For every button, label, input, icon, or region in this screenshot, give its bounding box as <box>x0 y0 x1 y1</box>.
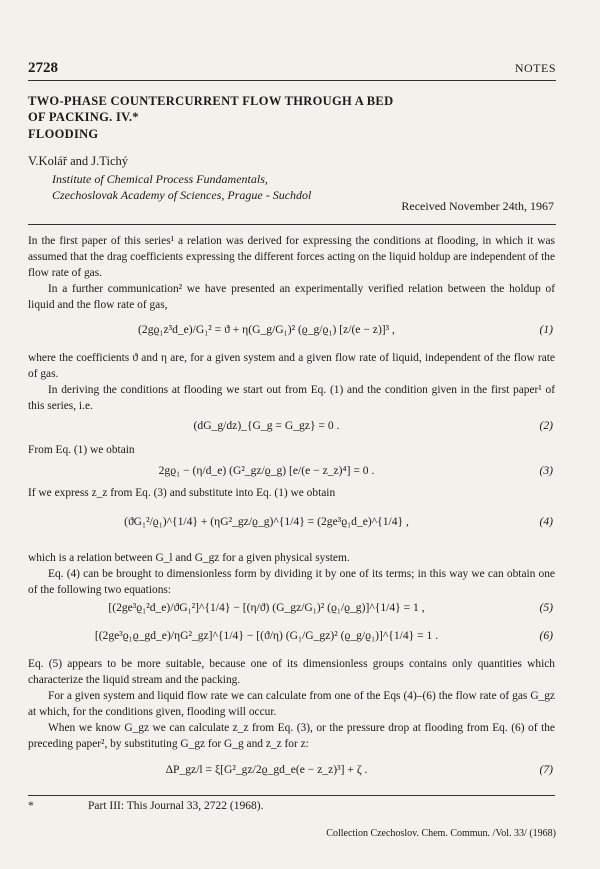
equation-expression: ΔP_gz/l = ξ[G²_gz/2ϱ_gd_e(e − z_z)³] + ζ . <box>165 763 368 776</box>
equation-number: (4) <box>539 515 553 528</box>
header-rule <box>28 80 556 81</box>
affiliation-line-1: Institute of Chemical Process Fundamentals, <box>52 172 268 186</box>
paragraph-3: where the coefficients ϑ and η are, for a given system and a given flow rate of liquid, independent of the flow rate of gas. <box>28 352 555 380</box>
abstract-rule <box>28 224 556 225</box>
equation-number: (7) <box>539 763 553 776</box>
equation-expression: [(2ge³ϱ₁²d_e)/ϑG₁²]^{1/4} − [(η/ϑ) (G_gz/G₁)² (ϱ₁/ϱ_g)]^{1/4} = 1 , <box>108 601 425 614</box>
paragraph-4: In deriving the conditions at flooding we start out from Eq. (1) and the condition given in the first paper¹ of this series, i.e. <box>28 384 555 412</box>
equation-number: (2) <box>539 419 553 432</box>
journal-footer: Collection Czechoslov. Chem. Commun. /Vol. 33/ (1968) <box>326 828 556 839</box>
section-label: NOTES <box>514 61 556 75</box>
equation-1 <box>28 323 555 339</box>
equation-number: (1) <box>539 323 553 336</box>
footnote-rule <box>28 795 555 796</box>
page-number: 2728 <box>28 60 58 76</box>
equation-2 <box>28 419 555 435</box>
equation-expression: [(2ge³ϱ₁ϱ_gd_e)/ηG²_gz]^{1/4} − [(ϑ/η) (G₁/G_gz)² (ϱ_g/ϱ₁)]^{1/4} = 1 . <box>94 629 439 642</box>
equation-number: (5) <box>539 601 553 614</box>
paragraph-2: In a further communication² we have presented an experimentally verified relation between the holdup of liquid and the flow rate of gas, <box>28 283 555 311</box>
equation-number: (6) <box>539 629 553 642</box>
paragraph-7: which is a relation between G_l and G_gz for a given physical system. <box>28 552 350 564</box>
paragraph-6: If we express z_z from Eq. (3) and substitute into Eq. (1) we obtain <box>28 487 336 499</box>
affiliation-line-2: Czechoslovak Academy of Sciences, Prague - Suchdol <box>52 188 312 202</box>
equation-number: (3) <box>539 464 553 477</box>
equation-expression: 2gϱ₁ − (η/d_e) (G²_gz/ϱ_g) [e/(e − z_z)⁴] = 0 . <box>158 464 375 477</box>
article-title <box>28 93 448 125</box>
footnote <box>28 800 555 812</box>
received-date: Received November 24th, 1967 <box>401 199 554 213</box>
equation-7 <box>28 763 555 779</box>
paragraph-5: From Eq. (1) we obtain <box>28 444 135 456</box>
equation-3 <box>28 464 555 480</box>
paragraph-8: Eq. (4) can be brought to dimensionless form by dividing it by one of its terms; in this way we can obtain one of the following two equations: <box>28 568 555 596</box>
title-line-1: TWO-PHASE COUNTERCURRENT FLOW THROUGH A BED <box>28 94 394 108</box>
paragraph-11: When we know G_gz we can calculate z_z from Eq. (3), or the pressure drop at flooding from Eq. (6) of the preceding paper², by substituting G_gz for G_g and z_z for z: <box>28 722 555 750</box>
paragraph-10: For a given system and liquid flow rate we can calculate from one of the Eqs (4)–(6) the flow rate of gas G_gz at which, for the conditions given, flooding will occur. <box>28 690 555 718</box>
equation-6 <box>28 629 555 645</box>
equation-expression: (2gϱ₁z³d_e)/G₁² = ϑ + η(G_g/G₁)² (ϱ_g/ϱ₁) [z/(e − z)]³ , <box>138 323 395 336</box>
footnote-text: Part III: This Journal 33, 2722 (1968). <box>88 800 264 812</box>
paragraph-9: Eq. (5) appears to be more suitable, because one of its dimensionless groups contains only quantities which characterize the liquid stream and the packing. <box>28 658 555 686</box>
equation-5 <box>28 601 555 617</box>
paragraph-1: In the first paper of this series¹ a relation was derived for expressing the conditions at flooding, in which it was assumed that the drag coefficients expressing the different forces acting on the liquid holdup are independent of the flow rate of gas. <box>28 235 555 279</box>
authors: V.Kolář and J.Tichý <box>28 154 129 168</box>
equation-4 <box>28 515 555 531</box>
equation-expression: (dG_g/dz)_{G_g = G_gz} = 0 . <box>193 419 340 432</box>
equation-expression: (ϑG₁²/ϱ₁)^{1/4} + (ηG²_gz/ϱ_g)^{1/4} = (2ge³ϱ₁d_e)^{1/4} , <box>124 515 409 528</box>
article-subtitle: FLOODING <box>28 127 99 141</box>
footnote-mark: * <box>28 800 34 812</box>
title-line-2: OF PACKING. IV.* <box>28 110 139 124</box>
affiliation <box>52 171 452 203</box>
